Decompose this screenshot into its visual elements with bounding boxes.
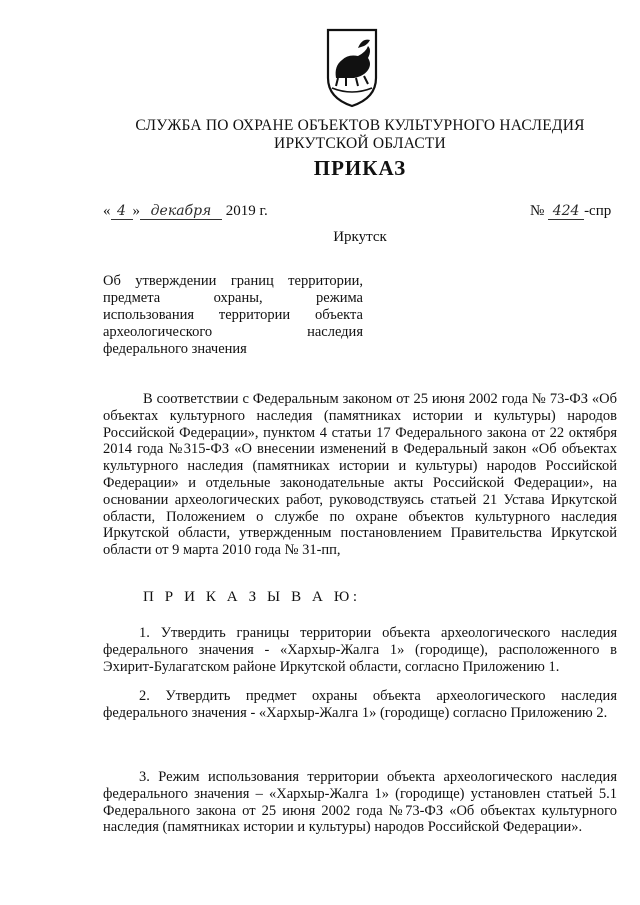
city-name: Иркутск (333, 229, 387, 245)
order-heading: П Р И К А З Ы В А Ю: (143, 589, 361, 605)
organization-name-line1: СЛУЖБА ПО ОХРАНЕ ОБЪЕКТОВ КУЛЬТУРНОГО НАСЛЕДИЯ (135, 117, 585, 134)
number-prefix: № (530, 203, 545, 219)
organization-name-line2: ИРКУТСКОЙ ОБЛАСТИ (274, 135, 446, 152)
date-day: 4 (111, 203, 133, 220)
number-value: 424 (548, 203, 584, 220)
subject-line: предмета охраны, режима (103, 290, 363, 306)
subject-line: использования территории объекта (103, 307, 363, 323)
order-item-1: 1. Утвердить границы территории объекта археологического наследия федерального значения - «Хархыр-Жалга 1» (городище), расположенного в Эхирит-Булагатском районе Иркутской области, согласно Приложению 1. (103, 625, 617, 675)
number-suffix: -спр (584, 203, 612, 219)
date-year: 2019 г. (225, 203, 268, 219)
date-quote-close: » (132, 203, 140, 219)
subject-line: Об утверждении границ территории, (103, 273, 363, 289)
date-quote-open: « (103, 203, 111, 219)
preamble-paragraph: В соответствии с Федеральным законом от 25 июня 2002 года № 73-ФЗ «Об объектах культурного наследия (памятниках истории и культуры) народов Российской Федерации», пунктом 4 статьи 17 Федерального закона от 22 октября 2014 года №315-ФЗ «О внесении изменений в Федеральный закон «Об объектах культурного наследия (памятниках истории и культуры) народов Российской Федерации» и отдельные законодательные акты Российской Федерации», на основании археологических работ, руководствуясь статьей 21 Устава Иркутской области, Положением о службе по охране объектов культурного наследия Иркутской области, утвержденным постановлением Правительства Иркутской области от 9 марта 2010 года № 31-пп, (103, 391, 617, 559)
subject-line: археологического наследия (103, 324, 363, 340)
subject-line: федерального значения (103, 341, 247, 357)
date-month: декабря (140, 203, 222, 220)
document-title: ПРИКАЗ (313, 156, 407, 180)
document-number (530, 203, 611, 220)
document-date (103, 203, 268, 220)
coat-of-arms-icon (324, 26, 380, 110)
document-subject (103, 273, 363, 358)
order-item-3: 3. Режим использования территории объекта археологического наследия федерального значения – «Хархыр-Жалга 1» (городище) установлен статьей 5.1 Федерального закона от 25 июня 2002 года №73-ФЗ «Об объектах культурного наследия (памятниках истории и культуры) народов Российской Федерации». (103, 769, 617, 836)
order-item-2: 2. Утвердить предмет охраны объекта археологического наследия федерального значения - «Хархыр-Жалга 1» (городище) согласно Приложению 2. (103, 688, 617, 721)
